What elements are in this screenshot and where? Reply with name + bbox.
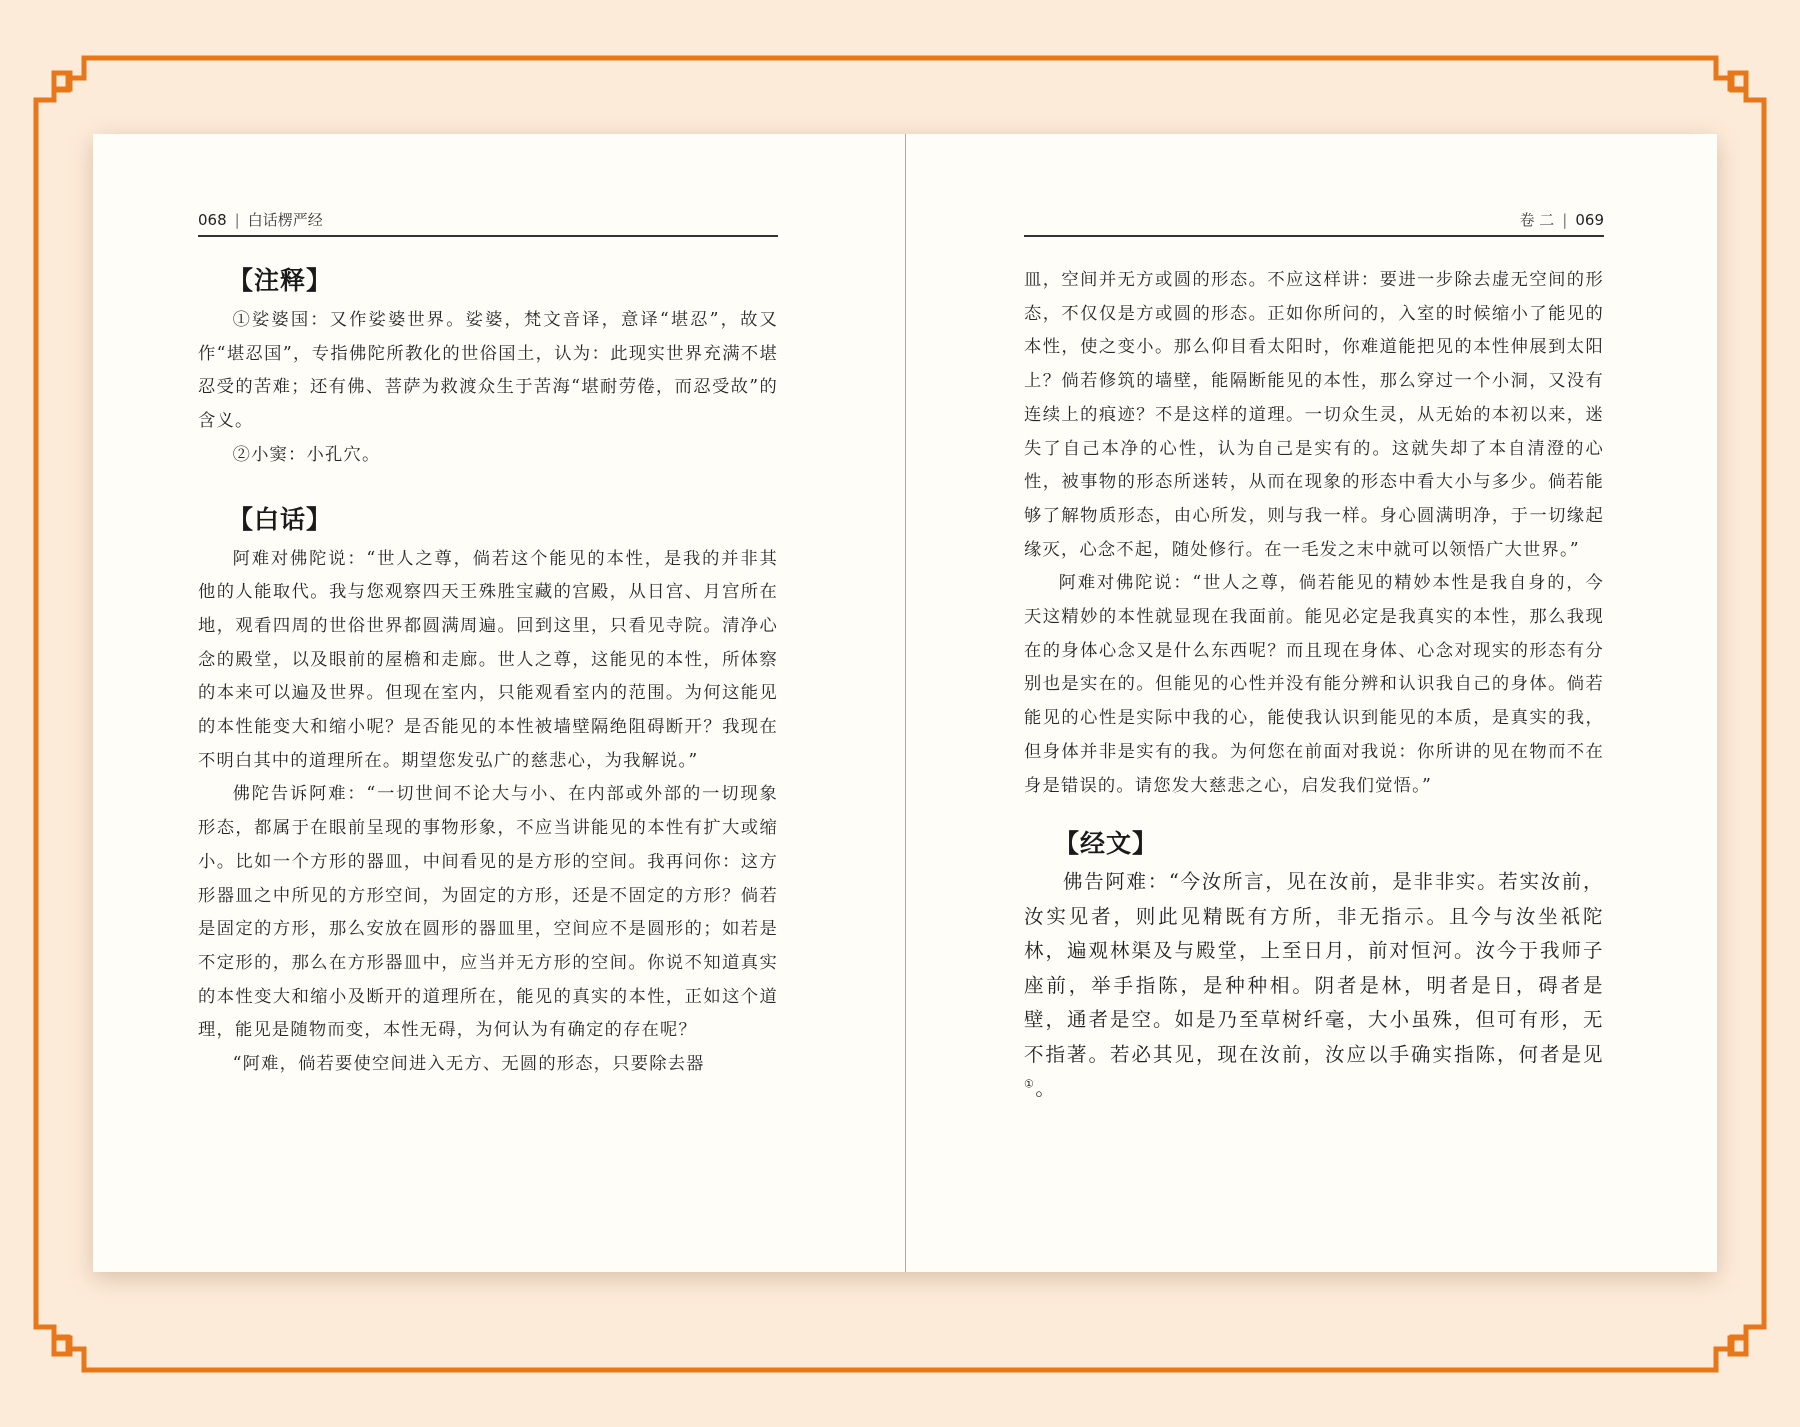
right-page-body [1024, 264, 1604, 1107]
vernacular-para-2: 佛陀告诉阿难：“一切世间不论大与小、在内部或外部的一切现象形态，都属于在眼前呈现的事物形象，不应当讲能见的本性有扩大或缩小。比如一个方形的器皿，中间看见的是方形的空间。我再问你：这方形器皿之中所见的方形空间，为固定的方形，还是不固定的方形？倘若是固定的方形，那么安放在圆形的器皿里，空间应不是圆形的；如若是不定形的，那么在方形器皿中，应当并无方形的空间。你说不知道真实的本性变大和缩小及断开的道理所在，能见的真实的本性，正如这个道理，能见是随物而变，本性无碍，为何认为有确定的存在呢？ [198, 784, 778, 1041]
annotations-heading: 【注释】 [228, 266, 333, 295]
sutra-end-punct: 。 [1035, 1077, 1057, 1101]
header-separator: | [234, 211, 240, 229]
right-running-title: 卷 二 [1519, 211, 1555, 229]
sutra-heading: 【经文】 [1054, 829, 1159, 859]
sutra-text [1024, 865, 1604, 1107]
left-page-header [198, 209, 778, 231]
annotation-1: ①娑婆国：又作娑婆世界。娑婆，梵文音译，意译“堪忍”，故又作“堪忍国”，专指佛陀所教化的世俗国土，认为：此现实世界充满不堪忍受的苦难；还有佛、菩萨为救渡众生于苦海“堪耐劳倦，而忍受故”的含义。 [198, 310, 778, 432]
vernacular-para-ananda: 阿难对佛陀说：“世人之尊，倘若能见的精妙本性是我自身的，今天这精妙的本性就显现在我面前。能见必定是我真实的本性，那么我现在的身体心念又是什么东西呢？而且现在身体、心念对现实的形态有分别也是实在的。但能见的心性并没有能分辨和认识我自己的身体。倘若能见的心性是实际中我的心，能使我认识到能见的本质，是真实的我，但身体并非是实有的我。为何您在前面对我说：你所讲的见在物而不在身是错误的。请您发大慈悲之心，启发我们觉悟。” [1024, 573, 1604, 796]
vernacular-para-continued: 皿，空间并无方或圆的形态。不应这样讲：要进一步除去虚无空间的形态，不仅仅是方或圆的形态。正如你所问的，入室的时候缩小了能见的本性，使之变小。那么仰目看太阳时，你难道能把见的本性伸展到太阳上？倘若修筑的墙壁，能隔断能见的本性，那么穿过一个小洞，又没有连续上的痕迹？不是这样的道理。一切众生灵，从无始的本初以来，迷失了自己本净的心性，认为自己是实有的。这就失却了本自清澄的心性，被事物的形态所迷转，从而在现象的形态中看大小与多少。倘若能够了解物质形态，由心所发，则与我一样。身心圆满明净，于一切缘起缘灭，心念不起，随处修行。在一毛发之末中就可以领悟广大世界。” [1024, 270, 1604, 560]
book-gutter [905, 134, 906, 1272]
vernacular-para-3: “阿难，倘若要使空间进入无方、无圆的形态，只要除去器 [232, 1054, 705, 1075]
left-page-number: 068 [198, 211, 227, 229]
footnote-marker: ① [1024, 1077, 1036, 1091]
annotation-2: ②小窦：小孔穴。 [232, 444, 381, 465]
right-header-rule [1024, 235, 1604, 237]
right-page-number: 069 [1575, 211, 1604, 229]
left-page [198, 134, 778, 1272]
sutra-body: 佛告阿难：“今汝所言，见在汝前，是非非实。若实汝前，汝实见者，则此见精既有方所，非无指示。且今与汝坐祇陀林，遍观林渠及与殿堂，上至日月，前对恒河。汝今于我师子座前，举手指陈，是种种相。阴者是林，明者是日，碍者是壁，通者是空。如是乃至草树纤毫，大小虽殊，但可有形，无不指著。若必其见，现在汝前，汝应以手确实指陈，何者是见 [1024, 870, 1604, 1066]
right-page [1024, 134, 1604, 1272]
vernacular-para-1: 阿难对佛陀说：“世人之尊，倘若这个能见的本性，是我的并非其他的人能取代。我与您观察四天王殊胜宝藏的宫殿，从日宫、月宫所在地，观看四周的世俗世界都圆满周遍。回到这里，只看见寺院。清净心念的殿堂，以及眼前的屋檐和走廊。世人之尊，这能见的本性，所体察的本来可以遍及世界。但现在室内，只能观看室内的范围。为何这能见的本性能变大和缩小呢？是否能见的本性被墙壁隔绝阻碍断开？我现在不明白其中的道理所在。期望您发弘广的慈悲心，为我解说。” [198, 548, 778, 771]
header-separator: | [1562, 211, 1568, 229]
left-page-body [198, 264, 778, 1082]
right-page-header [1024, 209, 1604, 231]
left-header-rule [198, 235, 778, 237]
vernacular-heading: 【白话】 [228, 504, 333, 534]
left-running-title: 白话楞严经 [247, 211, 323, 229]
open-book [93, 134, 1717, 1272]
